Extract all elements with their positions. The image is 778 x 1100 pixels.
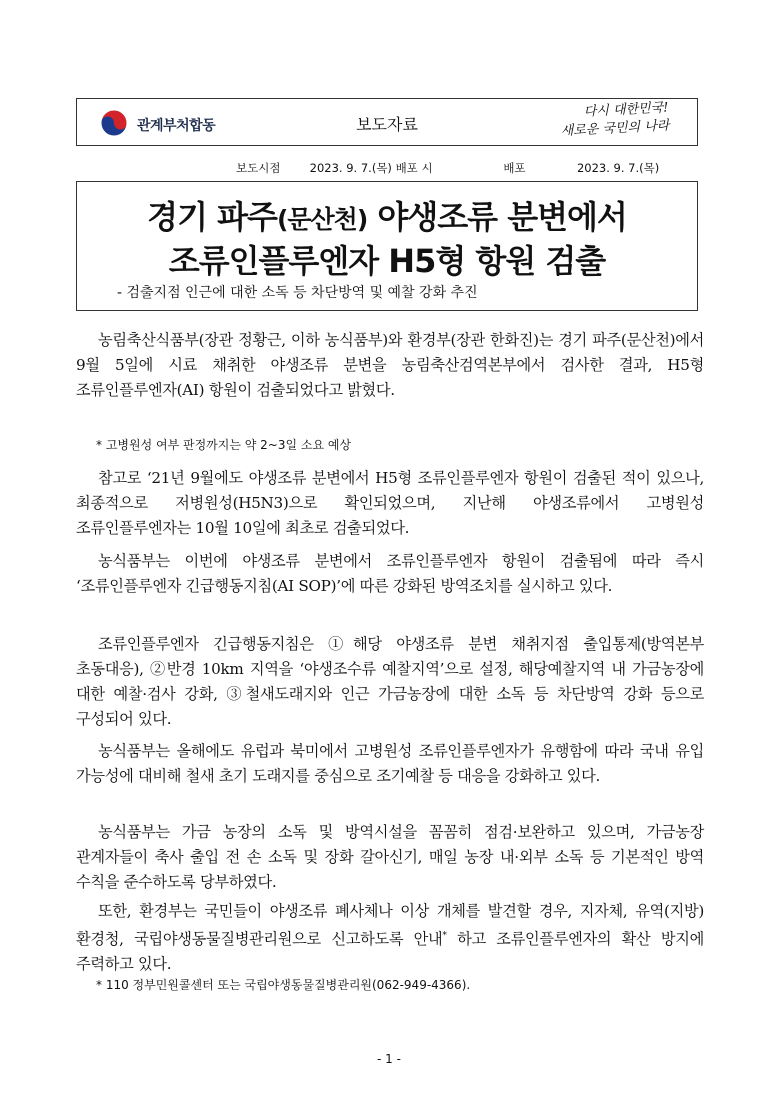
title-line-2: 조류인플루엔자 H5형 항원 검출 [168,242,606,280]
paragraph-7-main: 또한, 환경부는 국민들이 야생조류 폐사체나 이상 개체를 발견할 경우, 지자체, 유역(지방)환경청, 국립야생동물질병관리원으로 신고하도록 안내 [76,902,704,949]
paragraph-3: 농식품부는 이번에 야생조류 분변에서 조류인플루엔자 항원이 검출됨에 따라 즉시 ‘조류인플루엔자 긴급행동지침(AI SOP)’에 따른 강화된 방역조치를 실시하고 있다. [76,552,704,595]
slogan-line-1: 다시 대한민국! [583,100,669,120]
embargo-label: 보도시점 [236,161,281,175]
header-box [76,98,698,146]
title-part-2: (문산천) [276,205,368,234]
paragraph-6: 농식품부는 가금 농장의 소독 및 방역시설을 꼼꼼히 점검·보완하고 있으며, 가금농장 관계자들이 축사 출입 전 손 소독 및 장화 갈아신기, 매일 농장 내·외부 소독 등 기본적인 방역 수칙을 준수하도록 당부하였다. [76,823,704,891]
org-name: 관계부처합동 [137,118,216,134]
title-part-1: 경기 파주 [147,198,277,236]
distribution-label: 배포 [503,161,526,175]
title-line-1 [77,192,697,238]
slogan [528,99,670,142]
note-2: * 110 정부민원콜센터 또는 국립야생동물질병관리원(062-949-4366). [96,978,471,992]
title-part-3: 야생조류 분변에서 [367,198,627,236]
embargo-datetime: 2023. 9. 7.(목) 배포 시 [309,161,433,175]
note-1: * 고병원성 여부 판정까지는 약 2~3일 소요 예상 [96,438,352,452]
footnote-mark: * [442,931,447,941]
subtitle: - 검출지점 인근에 대한 소독 등 차단방역 및 예찰 강화 추진 [117,285,478,301]
slogan-line-2: 새로운 국민의 나라 [560,118,670,140]
paragraph-2: 참고로 ‘21년 9월에도 야생조류 분변에서 H5형 조류인플루엔자 항원이 검출된 적이 있으나, 최종적으로 저병원성(H5N3)으로 확인되었으며, 지난해 야생조류에서 고병원성 조류인플루엔자는 10월 10일에 최초로 검출되었다. [76,469,704,537]
paragraph-5: 농식품부는 올해에도 유럽과 북미에서 고병원성 조류인플루엔자가 유행함에 따라 국내 유입 가능성에 대비해 철새 초기 도래지를 중심으로 조기예찰 등 대응을 강화하고 있다. [76,742,704,785]
paragraph-7 [76,899,704,977]
embargo-line [236,160,676,176]
paragraph-7-end: 하고 조류인플루엔자의 확산 방지에 주력하고 있다. [76,930,704,974]
press-release-label: 보도자료 [356,115,418,134]
paragraph-1: 농림축산식품부(장관 정황근, 이하 농식품부)와 환경부(장관 한화진)는 경기 파주(문산천)에서 9월 5일에 시료 채취한 야생조류 분변을 농림축산검역본부에서 검사한 결과, H5형 조류인플루엔자(AI) 항원이 검출되었다고 밝혔다. [76,331,704,399]
distribution-date: 2023. 9. 7.(목) [576,161,660,175]
paragraph-4: 조류인플루엔자 긴급행동지침은 ①해당 야생조류 분변 채취지점 출입통제(방역본부 초동대응), ②반경 10km 지역을 ‘야생조수류 예찰지역’으로 설정, 해당예찰지역 내 가금농장에 대한 예찰·검사 강화, ③철새도래지와 인근 가금농장에 대한 소독 등 차단방역 강화 등으로 구성되어 있다. [76,635,704,728]
title-box [76,181,698,311]
page-number: - 1 - [377,1052,401,1066]
